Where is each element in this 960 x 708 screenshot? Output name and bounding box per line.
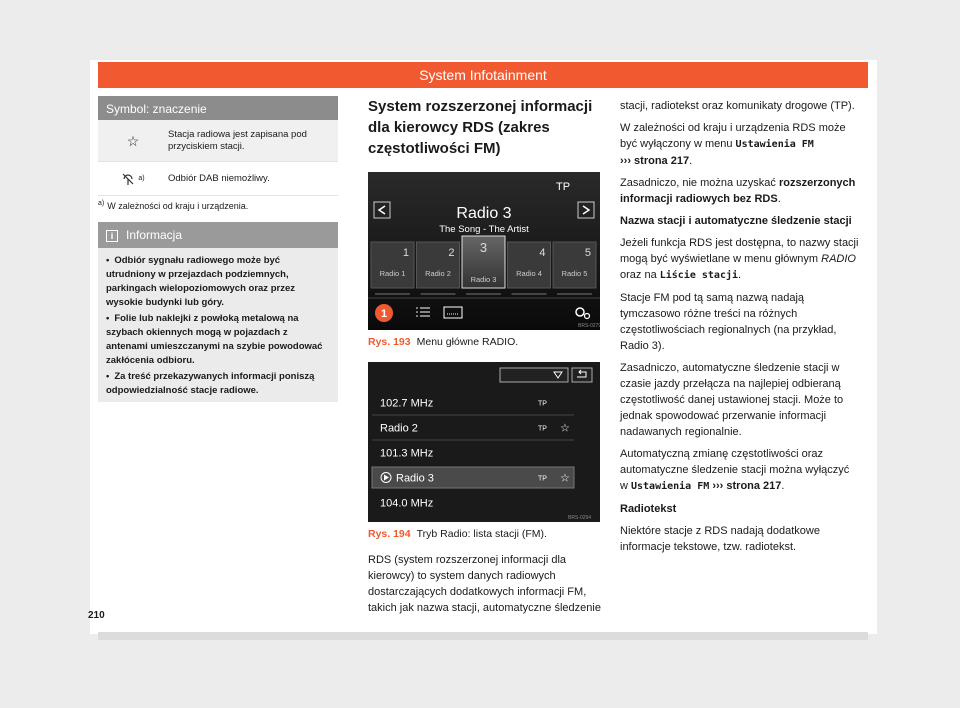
info-list [98, 248, 338, 406]
no-signal-icon [98, 172, 168, 186]
page-number: 210 [88, 610, 105, 621]
symbol-row [98, 162, 338, 196]
figure-caption: Rys. 194 Tryb Radio: lista stacji (FM). [368, 528, 547, 540]
tp-indicator: TP [556, 181, 571, 193]
preset-number: 2 [448, 247, 455, 259]
info-item: • Za treść przekazywanych informacji poniszą odpowiedzialność stacje radiowe. [106, 370, 330, 398]
station-name: Radio 2 [380, 422, 418, 435]
body-text: RDS (system rozszerzonej informacji dla kierowcy) to system danych radiowych dostarczających dodatkowych informacji FM, takich jak nazwa stacji, automatyczne śledzenie [368, 554, 601, 614]
paragraph: Stacje FM pod tą samą nazwą nadają tymczasowo różne treści na różnych częstotliwościach regionalnych (na przykład, Radio 3). [620, 292, 837, 352]
station-list-item[interactable] [372, 467, 574, 488]
figure-caption: Rys. 193 Menu główne RADIO. [368, 336, 519, 348]
station-name: 102.7 MHz [380, 397, 434, 410]
star-outline-icon: ☆ [560, 421, 570, 435]
info-item: • Folie lub naklejki z powłoką metalową na szybach okiennych mogą w pojazdach z antenami umieszczanymi na szybie powodować zakłócenia odbioru. [106, 312, 330, 368]
section-title: System rozszerzonej informacji dla kierowcy RDS (zakres częstotliwości FM) [368, 98, 593, 157]
song-info: The Song - The Artist [439, 224, 529, 235]
svg-text:BRS-0279: BRS-0279 [578, 323, 600, 329]
footnote-mark: a) [138, 174, 145, 182]
symbol-table [98, 96, 338, 196]
paragraph: W zależności od kraju i urządzenia RDS może być wyłączony w menu Ustawienia FM ››› strona 217. [620, 122, 846, 167]
preset-button[interactable] [417, 242, 460, 294]
radio-main-screen [368, 172, 600, 330]
station-name: Radio 3 [456, 205, 512, 222]
tp-indicator: TP [538, 475, 547, 483]
preset-number: 5 [584, 247, 591, 259]
preset-number: 3 [479, 240, 488, 255]
star-outline-icon: ☆ [560, 471, 570, 485]
star-outline-icon: ☆ [126, 132, 140, 149]
right-column [620, 98, 860, 561]
station-list-screen [368, 362, 600, 522]
chapter-header: System Infotainment [98, 62, 868, 88]
menu-reference[interactable]: Liście stacji [659, 270, 739, 281]
paragraph: Zasadniczo, nie można uzyskać rozszerzonych informacji radiowych bez RDS. [620, 177, 856, 205]
footnote: $^{a)}$ W zależności od kraju i urządzenia. [98, 200, 249, 211]
station-name: 101.3 MHz [380, 447, 434, 460]
menu-reference[interactable]: Ustawienia FM [631, 481, 710, 492]
preset-label: Radio 2 [425, 269, 451, 278]
menu-reference[interactable]: Ustawienia FM [735, 139, 814, 150]
page-link[interactable]: strona 217 [631, 155, 690, 167]
info-heading: i Informacja [98, 222, 338, 248]
paragraph: stacji, radiotekst oraz komunikaty drogowe (TP). [620, 100, 855, 112]
filter-dropdown [500, 368, 568, 382]
preset-label: Radio 1 [379, 269, 406, 278]
symbol-row [98, 120, 338, 162]
preset-button[interactable] [553, 242, 596, 294]
paragraph: Jeżeli funkcja RDS jest dostępna, to nazwy stacji mogą być wyświetlane w menu głównym RADIO oraz na Liście stacji. [620, 237, 859, 281]
station-name: Radio 3 [396, 472, 434, 485]
svg-text:1: 1 [380, 308, 388, 320]
preset-number: 4 [539, 247, 546, 259]
station-list-item[interactable] [380, 498, 433, 510]
page-link[interactable]: ››› strona 217 [709, 480, 782, 492]
subheading: Radiotekst [620, 503, 677, 515]
symbol-description: Stacja radiowa jest zapisana pod przyciskiem stacji. [168, 128, 307, 152]
tp-indicator: TP [538, 400, 547, 408]
paragraph: Automatyczną zmianę częstotliwości oraz automatyczne śledzenie stacji można wyłączyć w Ustawienia FM ››› strona 217. [620, 448, 850, 492]
subheading: Nazwa stacji i automatyczne śledzenie stacji [620, 215, 852, 227]
preset-button[interactable] [508, 242, 551, 294]
paragraph: Zasadniczo, automatyczne śledzenie stacji w czasie jazdy przełącza na najlepiej odbieraną częstotliwość danej ustawionej stacji. Może to jednak spowodować przerwanie informacji nadawanych regionalnie. [620, 362, 844, 438]
symbol-table-heading: Symbol: znaczenie [98, 96, 338, 120]
symbol-description: Odbiór DAB niemożliwy. [168, 172, 270, 184]
info-box [98, 222, 338, 402]
preset-number: 1 [402, 247, 409, 259]
preset-label: Radio 5 [561, 269, 588, 278]
preset-label: Radio 3 [470, 275, 497, 284]
info-icon: i [106, 230, 118, 242]
back-button [572, 368, 592, 382]
paragraph: Niektóre stacje z RDS nadają dodatkowe informacje tekstowe, tzw. radiotekst. [620, 525, 820, 553]
tp-indicator: TP [538, 425, 547, 433]
preset-button[interactable] [462, 236, 505, 294]
footer-bar [98, 632, 868, 640]
station-list-item[interactable] [380, 448, 433, 460]
station-name: 104.0 MHz [380, 497, 434, 510]
svg-text:BRS-0294: BRS-0294 [568, 515, 592, 521]
preset-button[interactable] [371, 242, 414, 294]
preset-label: Radio 4 [516, 269, 542, 278]
info-item: • Odbiór sygnału radiowego może być utrudniony w przejazdach podziemnych, parkingach wielopoziomowych oraz przez wysokie budynki lub góry. [106, 254, 330, 310]
